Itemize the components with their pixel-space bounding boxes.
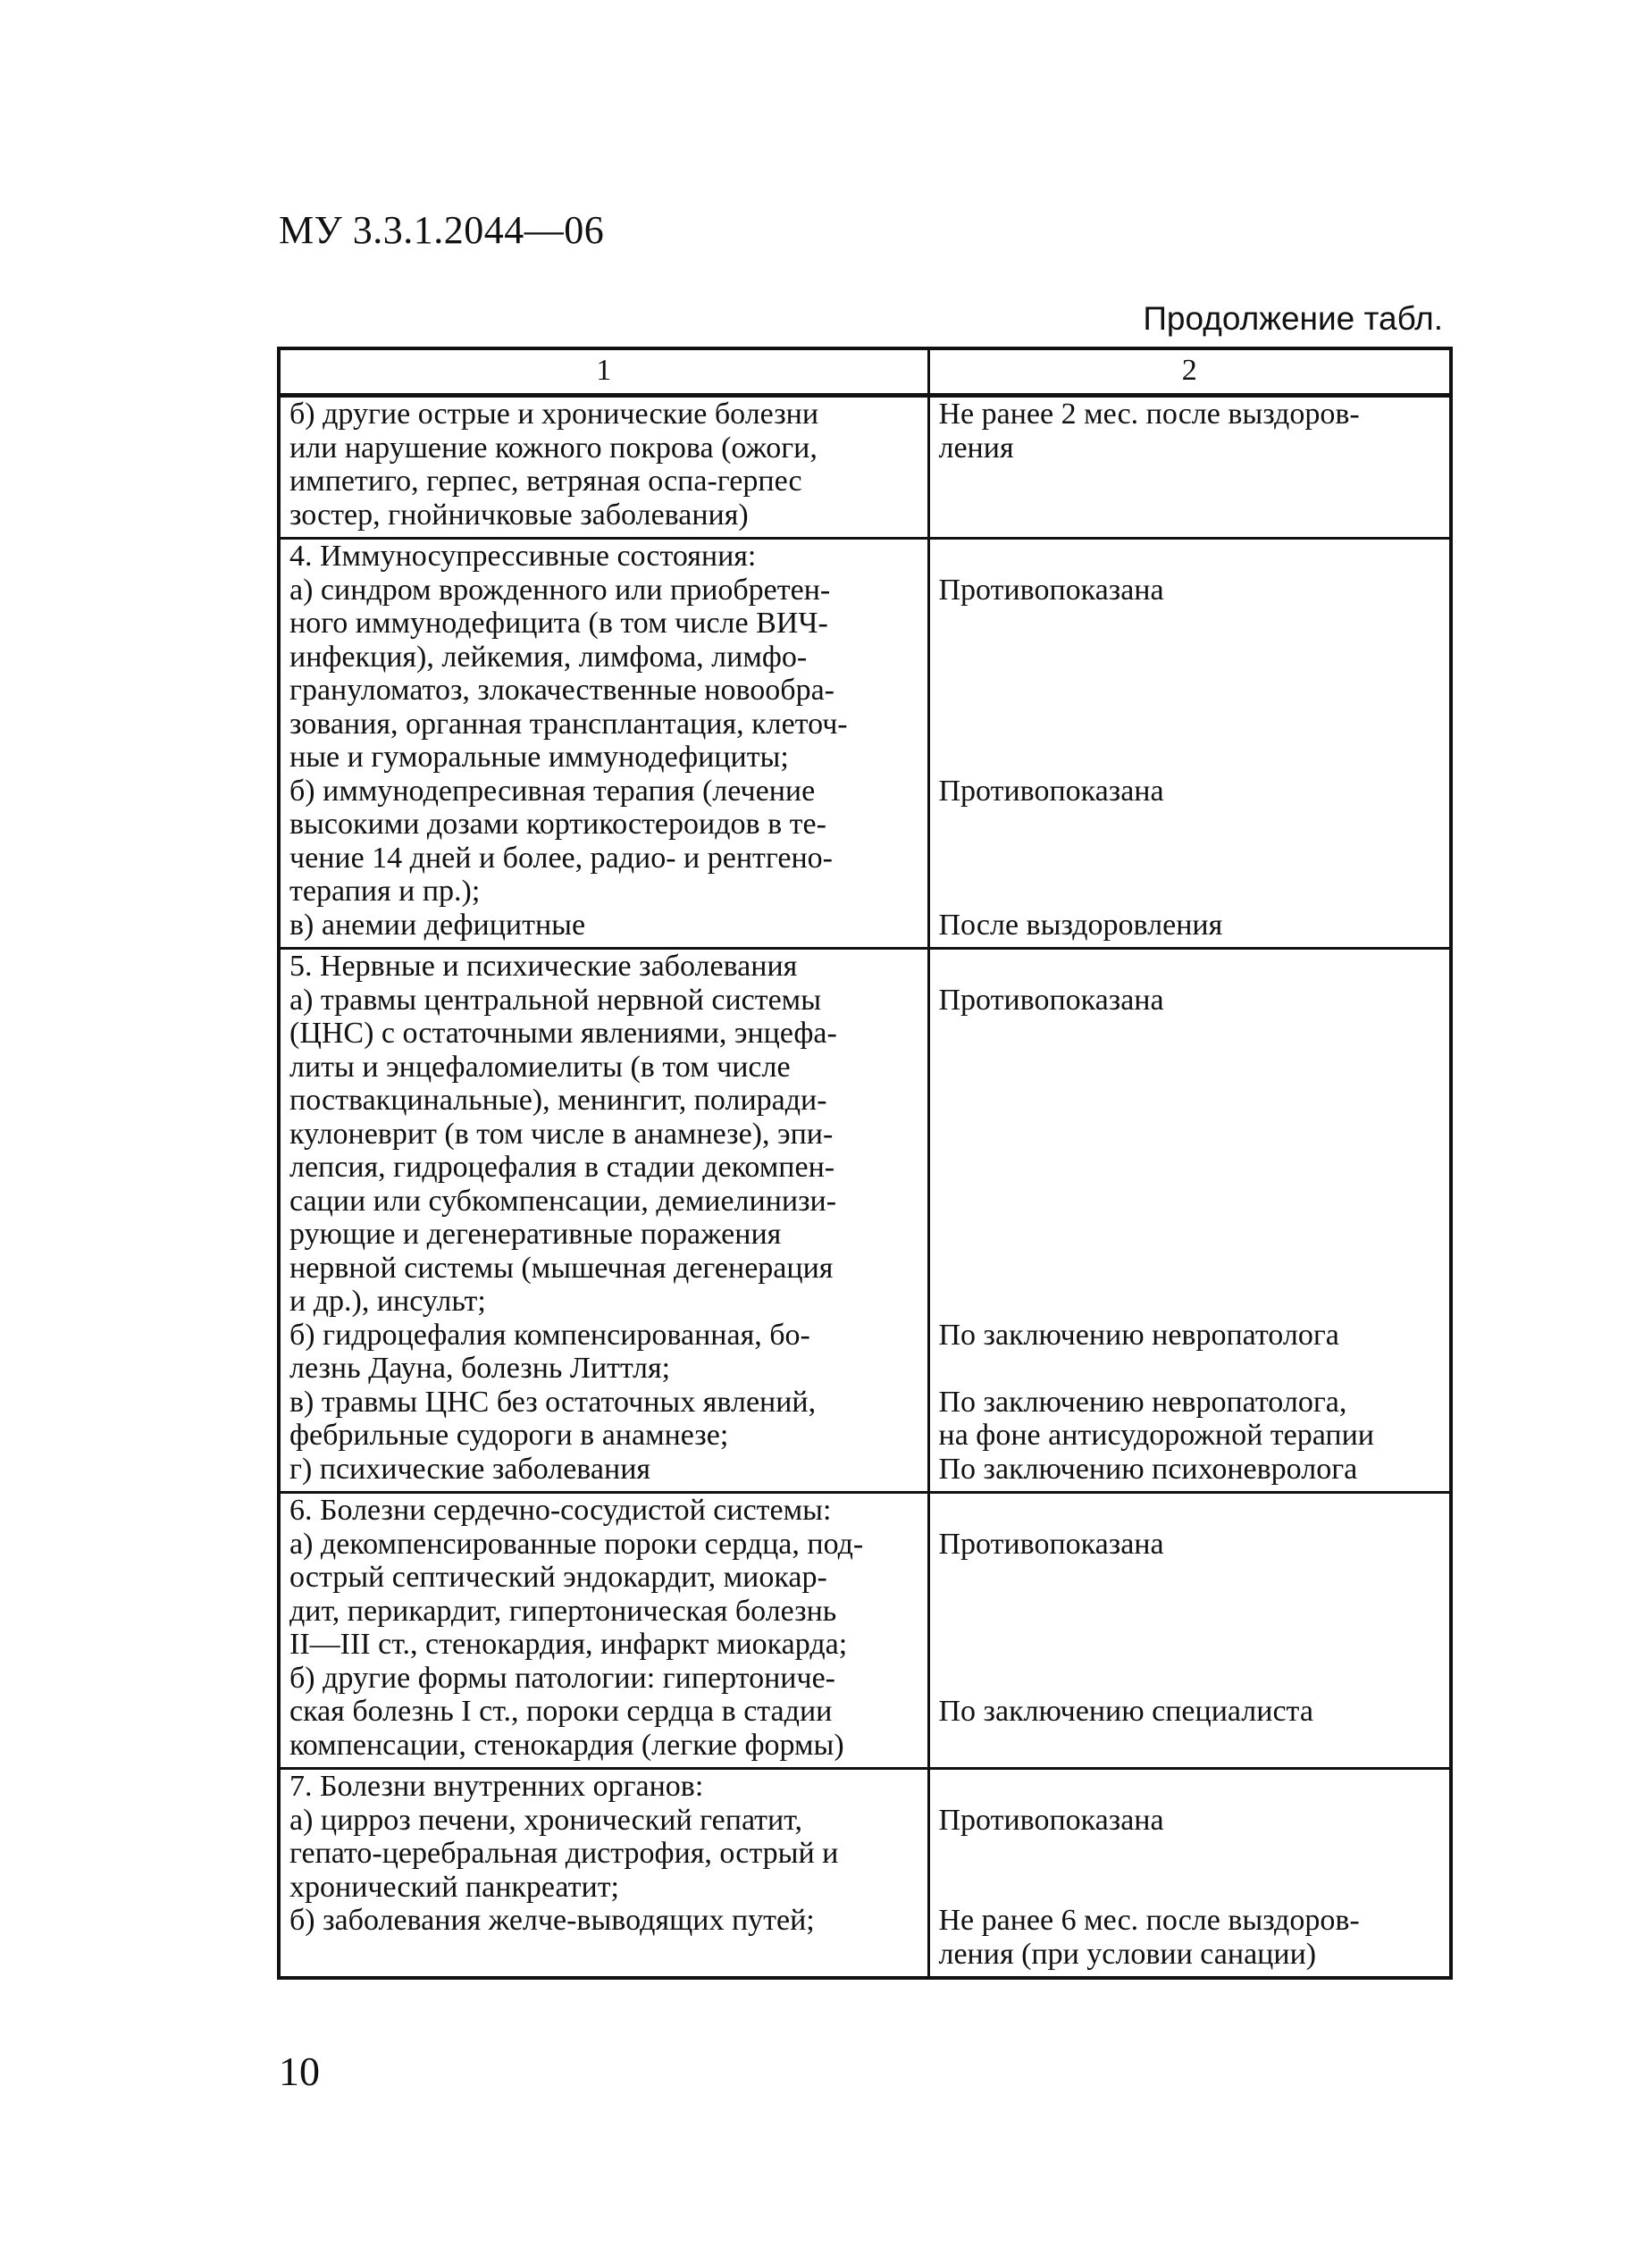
blank-line [939, 1151, 1443, 1185]
condition-cell [279, 539, 928, 949]
table-row [279, 949, 1451, 1493]
table-body [279, 396, 1451, 1979]
cell-line: ные и гуморальные иммунодефициты; [289, 741, 789, 774]
cell-line: дит, перикардит, гипертоническая болезнь [289, 1594, 837, 1628]
recommendation-cell [928, 1493, 1451, 1769]
cell-line: (ЦНС) с остаточными явлениями, энцефа- [289, 1017, 837, 1050]
recommendation-cell [928, 539, 1451, 949]
cell-line: литы и энцефаломиелиты (в том числе [289, 1050, 791, 1084]
cell-line: По заключению психоневролога [938, 1452, 1358, 1486]
cell-line: хронический панкреатит; [289, 1870, 620, 1904]
cell-line: терапия и пр.); [289, 875, 481, 908]
cell-line: кулоневрит (в том числе в анамнезе), эпи- [289, 1117, 834, 1151]
cell-line: на фоне антисудорожной терапии [938, 1419, 1374, 1452]
cell-line: ного иммунодефицита (в том числе ВИЧ- [289, 607, 828, 640]
condition-cell [279, 396, 928, 539]
blank-line [939, 842, 1443, 875]
blank-line [939, 1118, 1443, 1152]
column-header-2: 2 [928, 348, 1451, 396]
blank-line [939, 1595, 1443, 1629]
blank-line [939, 1218, 1443, 1252]
condition-cell [279, 949, 928, 1493]
cell-line: Противопоказана [938, 573, 1164, 607]
cell-line: ления [938, 431, 1014, 465]
cell-line: поствакцинальные), менингит, полиради- [289, 1084, 827, 1117]
cell-line: и др.), инсульт; [289, 1285, 486, 1318]
blank-line [939, 1561, 1443, 1595]
cell-line: 5. Нервные и психические заболевания [289, 950, 798, 983]
cell-line: ская болезнь I ст., пороки сердца в стадии [289, 1695, 833, 1728]
cell-line: в) травмы ЦНС без остаточных явлений, [289, 1385, 817, 1419]
blank-line [939, 1494, 1443, 1528]
blank-line [939, 1729, 1443, 1763]
cell-line: сации или субкомпенсации, демиелинизи- [289, 1184, 837, 1218]
cell-line: б) иммунодепресивная терапия (лечение [289, 774, 816, 808]
cell-line: II—III ст., стенокардия, инфаркт миокарда; [289, 1628, 848, 1661]
condition-cell [279, 1769, 928, 1979]
blank-line [939, 1662, 1443, 1696]
blank-line [939, 1871, 1443, 1905]
table-row [279, 539, 1451, 949]
page-number: 10 [279, 2048, 320, 2094]
cell-line: рующие и дегенеративные поражения [289, 1218, 782, 1251]
cell-line: По заключению специалиста [938, 1695, 1313, 1728]
cell-line: лепсия, гидроцефалия в стадии декомпен- [289, 1151, 835, 1184]
cell-line: Противопоказана [938, 1527, 1164, 1561]
cell-line: б) гидроцефалия компенсированная, бо- [289, 1318, 810, 1352]
cell-line: г) психические заболевания [289, 1452, 651, 1486]
blank-line [939, 1084, 1443, 1118]
cell-line: а) синдром врожденного или приобретен- [289, 573, 831, 607]
contraindications-table [277, 347, 1453, 1980]
cell-line: импетиго, герпес, ветряная оспа-герпес [289, 465, 802, 498]
cell-line: Противопоказана [938, 774, 1164, 808]
cell-line: грануломатоз, злокачественные новообра- [289, 674, 835, 707]
table-header-row [279, 348, 1451, 396]
blank-line [939, 950, 1443, 984]
cell-line: нервной системы (мышечная дегенерация [289, 1251, 834, 1285]
cell-line: Противопоказана [938, 1803, 1164, 1837]
cell-line: а) декомпенсированные пороки сердца, под- [289, 1527, 864, 1561]
table-row [279, 396, 1451, 539]
cell-line: инфекция), лейкемия, лимфома, лимфо- [289, 640, 808, 674]
contraindications-table-container [277, 347, 1449, 1980]
table-continuation-label: Продолжение табл. [1143, 300, 1443, 337]
cell-line: зования, органная трансплантация, клеточ- [289, 707, 848, 741]
blank-line [939, 674, 1443, 708]
cell-line: или нарушение кожного покрова (ожоги, [289, 431, 818, 465]
blank-line [939, 1628, 1443, 1662]
cell-line: б) другие острые и хронические болезни [289, 398, 819, 431]
blank-line [939, 1017, 1443, 1051]
blank-line [939, 708, 1443, 741]
cell-line: После выздоровления [938, 908, 1223, 942]
blank-line [939, 808, 1443, 842]
blank-line [939, 1837, 1443, 1871]
cell-line: лезнь Дауна, болезнь Литтля; [289, 1352, 671, 1385]
table-row [279, 1769, 1451, 1979]
recommendation-cell [928, 396, 1451, 539]
recommendation-cell [928, 1769, 1451, 1979]
cell-line: Не ранее 2 мес. после выздоров- [938, 398, 1360, 431]
cell-line: а) цирроз печени, хронический гепатит, [289, 1803, 803, 1837]
blank-line [939, 607, 1443, 641]
cell-line: высокими дозами кортикостероидов в те- [289, 808, 826, 841]
blank-line [939, 1252, 1443, 1286]
document-code: МУ 3.3.1.2044—06 [279, 208, 605, 252]
cell-line: Противопоказана [938, 983, 1164, 1017]
cell-line: фебрильные судороги в анамнезе; [289, 1419, 729, 1452]
table-row [279, 1493, 1451, 1769]
cell-line: 7. Болезни внутренних органов: [289, 1770, 704, 1803]
cell-line: 6. Болезни сердечно-сосудистой системы: [289, 1494, 832, 1527]
cell-line: в) анемии дефицитные [289, 908, 586, 942]
blank-line [939, 1051, 1443, 1085]
cell-line: б) заболевания желче-выводящих путей; [289, 1904, 815, 1937]
blank-line [939, 875, 1443, 909]
cell-line: По заключению невропатолога [938, 1318, 1339, 1352]
blank-line [939, 1352, 1443, 1386]
cell-line: По заключению невропатолога, [938, 1385, 1347, 1419]
recommendation-cell [928, 949, 1451, 1493]
blank-line [939, 1770, 1443, 1804]
blank-line [939, 1285, 1443, 1319]
cell-line: Не ранее 6 мес. после выздоров- [938, 1904, 1360, 1937]
blank-line [939, 1185, 1443, 1219]
cell-line: чение 14 дней и более, радио- и рентгено- [289, 841, 833, 875]
blank-line [939, 540, 1443, 574]
cell-line: б) другие формы патологии: гипертониче- [289, 1661, 835, 1695]
blank-line [939, 741, 1443, 775]
cell-line: компенсации, стенокардия (легкие формы) [289, 1728, 844, 1762]
cell-line: а) травмы центральной нервной системы [289, 983, 822, 1017]
column-header-1: 1 [279, 348, 928, 396]
cell-line: гепато-церебральная дистрофия, острый и [289, 1837, 839, 1870]
cell-line: зостер, гнойничковые заболевания) [289, 498, 749, 532]
blank-line [939, 641, 1443, 674]
cell-line: ления (при условии санации) [938, 1937, 1317, 1971]
cell-line: 4. Иммуносупрессивные состояния: [289, 540, 757, 573]
condition-cell [279, 1493, 928, 1769]
cell-line: острый септический эндокардит, миокар- [289, 1561, 827, 1594]
